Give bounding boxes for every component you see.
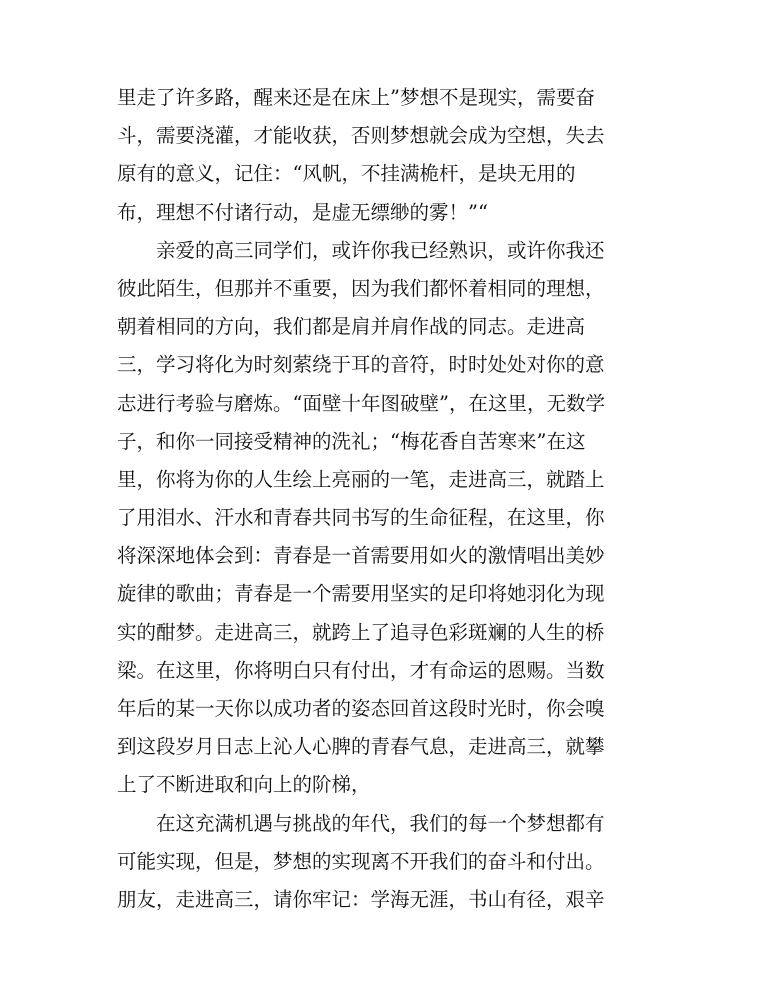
text-line: 上了不断进取和向上的阶梯， xyxy=(117,773,371,797)
text-line: 将深深地体会到：青春是一首需要用如火的激情唱出美妙 xyxy=(117,544,605,568)
text-line: 朝着相同的方向，我们都是肩并肩作战的同志。走进高 xyxy=(117,315,586,339)
text-line: 实的酣梦。走进高三，就跨上了追寻色彩斑斓的人生的桥 xyxy=(117,620,605,644)
text-line: 可能实现，但是，梦想的实现离不开我们的奋斗和付出。 xyxy=(117,849,605,873)
text-line: 里，你将为你的人生绘上亮丽的一笔，走进高三，就踏上 xyxy=(117,467,605,491)
text-line: 志进行考验与磨炼。“面壁十年图破壁”，在这里，无数学 xyxy=(117,391,605,415)
text-line: 子，和你一同接受精神的洗礼；“梅花香自苦寒来”在这 xyxy=(117,429,586,453)
text-line: 旋律的歌曲；青春是一个需要用坚实的足印将她羽化为现 xyxy=(117,582,605,606)
paragraph-first-line: 亲爱的高三同学们，或许你我已经熟识，或许你我还 xyxy=(156,238,605,262)
text-line: 年后的某一天你以成功者的姿态回首这段时光时，你会嗅 xyxy=(117,697,605,720)
body-text xyxy=(117,79,637,919)
text-line: 三，学习将化为时刻萦绕于耳的音符，时时处处对你的意 xyxy=(117,353,605,377)
text-line: 布，理想不付诸行动，是虚无缥缈的雾！”“ xyxy=(117,200,488,224)
paragraph-first-line: 在这充满机遇与挑战的年代，我们的每一个梦想都有 xyxy=(156,811,605,835)
text-line: 斗，需要浇灌，才能收获，否则梦想就会成为空想，失去 xyxy=(117,124,605,148)
text-line: 里走了许多路，醒来还是在床上”梦想不是现实，需要奋 xyxy=(117,86,595,109)
text-line: 梁。在这里，你将明白只有付出，才有命运的恩赐。当数 xyxy=(117,658,605,682)
text-line: 到这段岁月日志上沁人心脾的青春气息，走进高三，就攀 xyxy=(117,735,605,759)
text-line: 了用泪水、汗水和青春共同书写的生命征程，在这里，你 xyxy=(117,506,605,530)
text-line: 彼此陌生，但那并不重要，因为我们都怀着相同的理想， xyxy=(117,276,605,300)
text-line: 原有的意义，记住：“风帆，不挂满桅杆，是块无用的 xyxy=(117,162,576,186)
text-line: 朋友，走进高三，请你牢记：学海无涯，书山有径，艰辛 xyxy=(117,887,605,911)
